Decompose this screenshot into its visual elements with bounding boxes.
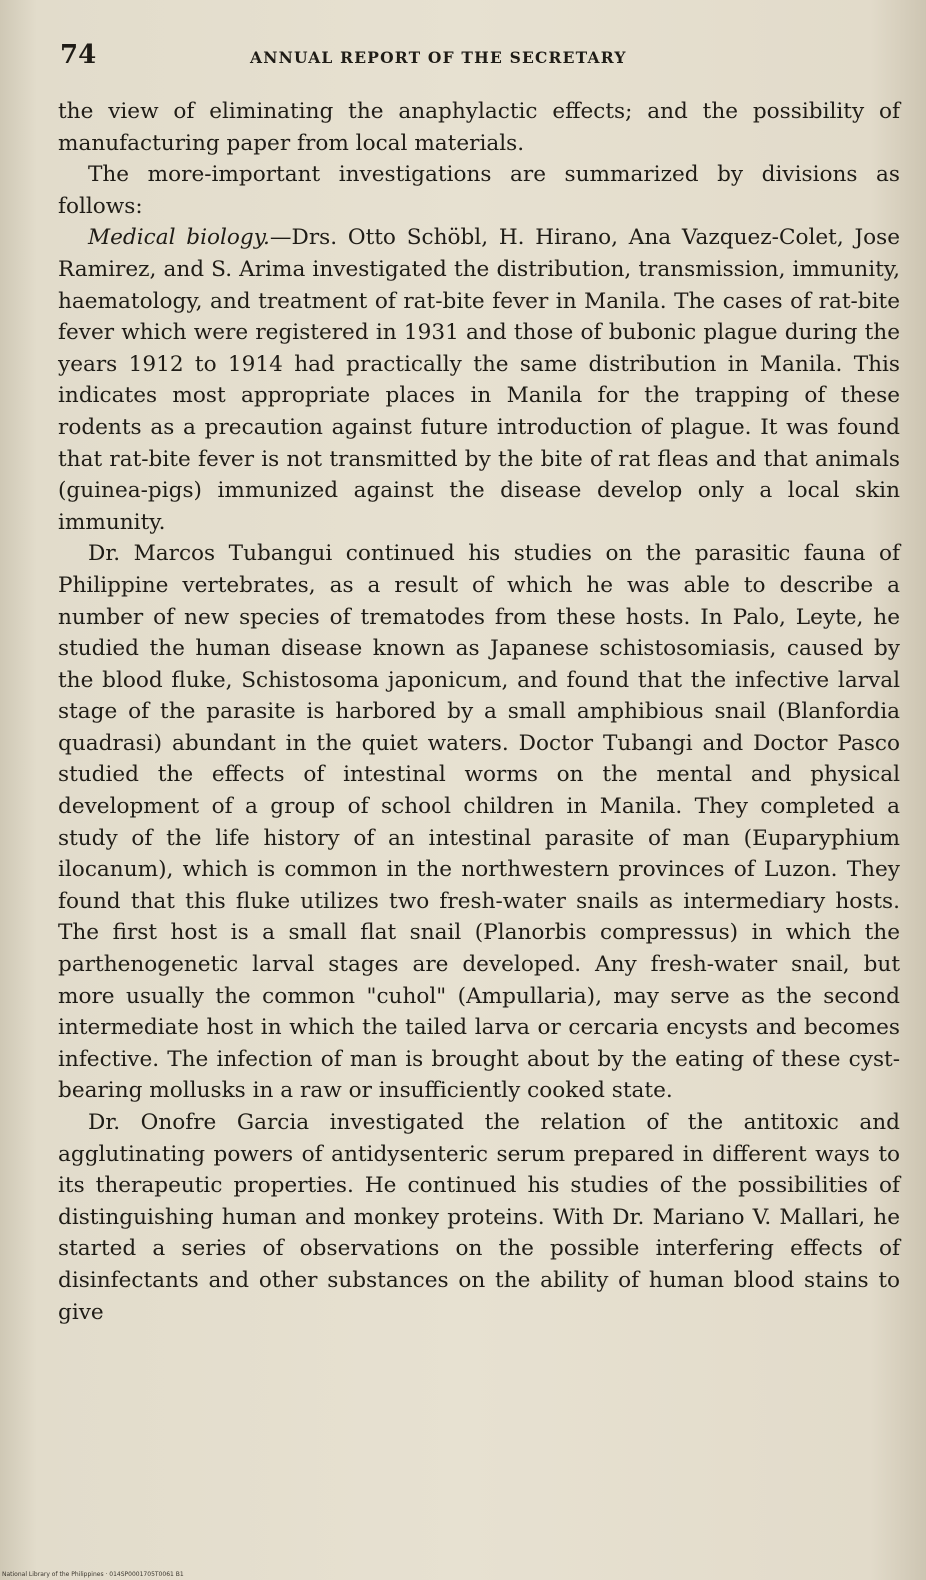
paragraph-intro	[58, 159, 900, 222]
paragraph-text: Dr. Marcos Tubangui continued his studies on the parasitic fauna of Philippine vertebrates, as a result of which he was able to describe a number of new species of trematodes from these hosts. In Palo, Leyte, he studied the human disease known as Japanese schistosomiasis, caused by the blood fluke, Schistosoma japonicum, and found that the infective larval stage of the parasite is harbored by a small amphibious snail (Blanfordia quadrasi) abundant in the quiet waters. Doctor Tubangi and Doctor Pasco studied the effects of intestinal worms on the mental and physical development of a group of school children in Manila. They completed a study of the life history of an intestinal parasite of man (Euparyphium ilocanum), which is common in the northwestern provinces of Luzon. They found that this fluke utilizes two fresh-water snails as intermediary hosts. The first host is a small flat snail (Planorbis compressus) in which the parthenogenetic larval stages are developed. Any fresh-water snail, but more usually the common "cuhol" (Ampullaria), may serve as the second intermediate host in which the tailed larva or cercaria encysts and becomes infective. The infection of man is brought about by the eating of these cyst-bearing mollusks in a raw or insufficiently cooked state.	[58, 541, 900, 1104]
section-heading: Medical biology.	[88, 225, 270, 251]
paragraph-text: the view of eliminating the anaphylactic effects; and the possibility of manufacturing paper from local materials.	[58, 99, 900, 156]
scan-footer: National Library of the Philippines · 014SP0001705T0061 B1	[2, 1571, 184, 1578]
paragraph-text: Dr. Onofre Garcia investigated the relation of the antitoxic and agglutinating powers of antidysenteric serum prepared in different ways to its therapeutic properties. He continued his studies of the possibilities of distinguishing human and monkey proteins. With Dr. Mariano V. Mallari, he started a series of observations on the possible interfering effects of disinfectants and other substances on the ability of human blood stains to give	[58, 1110, 900, 1325]
page-header	[60, 40, 900, 80]
paragraph-continuation	[58, 96, 900, 159]
paragraph-text: The more-important investigations are summarized by divisions as follows:	[58, 162, 900, 219]
body-text	[58, 96, 900, 1328]
page-number: 74	[60, 40, 97, 70]
paragraph-text: —Drs. Otto Schöbl, H. Hirano, Ana Vazquez-Colet, Jose Ramirez, and S. Arima investigated the distribution, transmission, immunity, haematology, and treatment of rat-bite fever in Manila. The cases of rat-bite fever which were registered in 1931 and those of bubonic plague during the years 1912 to 1914 had practically the same distribution in Manila. This indicates most appropriate places in Manila for the trapping of these rodents as a precaution against future introduction of plague. It was found that rat-bite fever is not transmitted by the bite of rat fleas and that animals (guinea-pigs) immunized against the disease develop only a local skin immunity.	[58, 225, 900, 535]
paragraph-garcia	[58, 1107, 900, 1328]
paragraph-medical-biology	[58, 222, 900, 538]
running-head: ANNUAL REPORT OF THE SECRETARY	[250, 48, 627, 67]
paragraph-tubangui	[58, 538, 900, 1107]
